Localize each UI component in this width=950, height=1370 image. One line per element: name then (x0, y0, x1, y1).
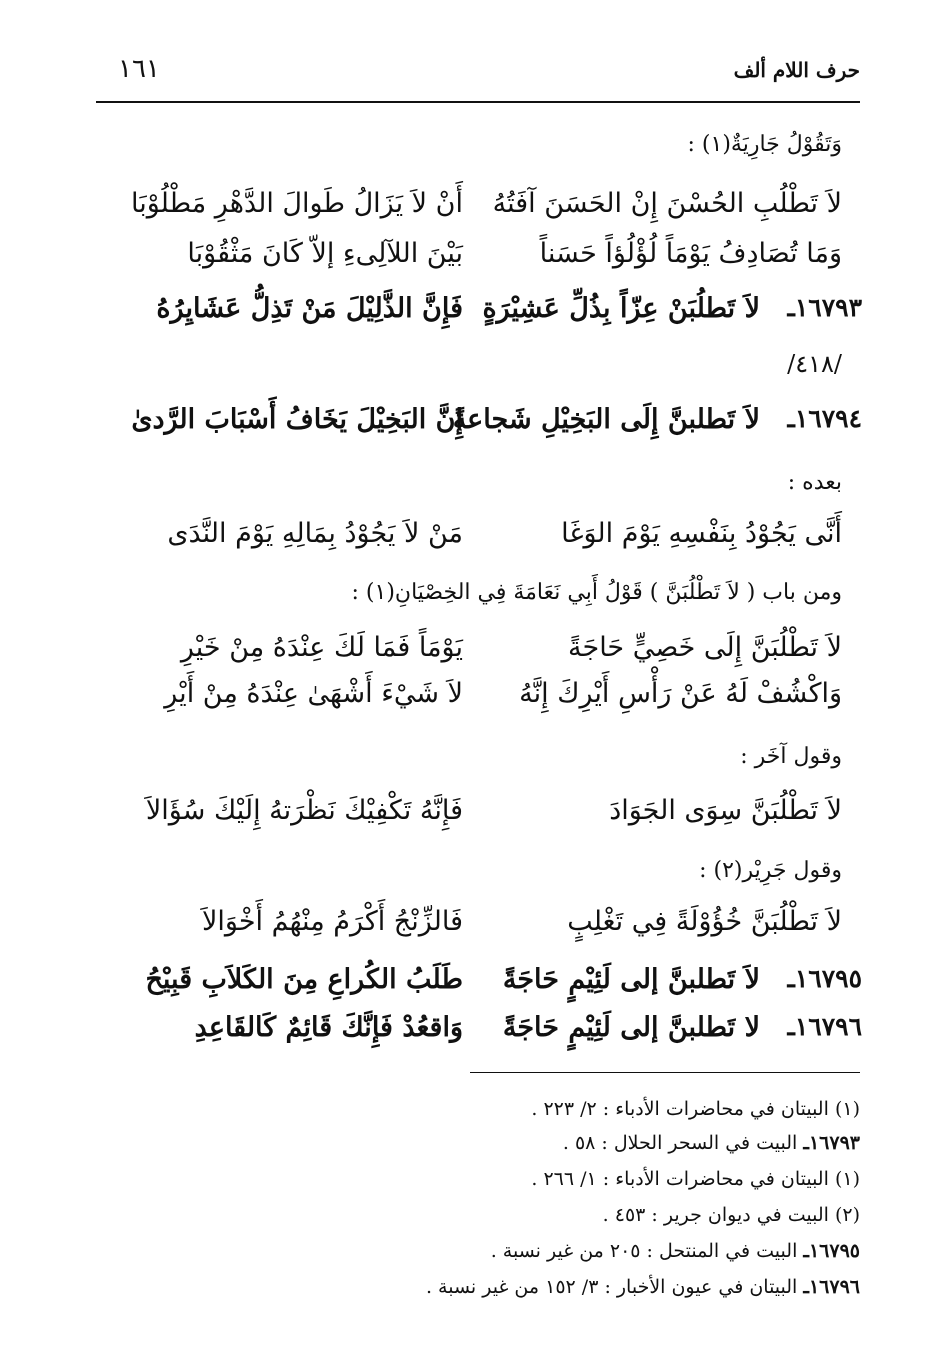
poem-after-left: مَنْ لاَ يَجُوْدُ بِمَالِهِ يَوْمَ النَّدَى (167, 518, 463, 549)
verse-16793-left: فَإِنَّ الذَّلِيْلَ مَنْ تَذِلُّ عَشَايِرُهُ (156, 293, 463, 324)
verse-16794-left: إِنَّ البَخِيْلَ يَخَافُ أَسْبَابَ الرَّدىٰ (131, 404, 463, 435)
intro-line-3: وقول آخَر : (740, 744, 842, 769)
intro-line-2: ومن باب ( لاَ تَطْلُبَنَّ ) قَوْلُ أَبِي نَعَامَةَ فِي الخِصْيَانِ(١) : (351, 580, 842, 605)
footnote-text: البيت في ديوان جرير : ٤٥٣ . (602, 1204, 829, 1226)
poem-3-right: لاَ تَطْلُبَنَّ سِوَى الجَوَادَ (609, 795, 842, 826)
poem-4-right: لاَ تَطْلُبَنَّ خُؤُوْلَةً فِي تَغْلِبٍ (567, 906, 842, 937)
poem-2-line-2-left: لاَ شَيْءَ أَشْهَىٰ عِنْدَهُ مِنْ أَيْرِ (164, 678, 463, 709)
verse-16795-right: لاَ تَطلبنَّ إلى لَئِيْمٍ حَاجَةً (502, 964, 760, 995)
poem-4-left: فَالزِّنْجُ أَكْرَمُ مِنْهُمُ أَخْوَالاَ (202, 906, 463, 937)
footnote-label: ١٦٧٩٦ـ (803, 1276, 860, 1298)
footnote-label: ١٦٧٩٥ـ (803, 1240, 860, 1262)
verse-number-16793: ١٦٧٩٣ـ (787, 293, 862, 322)
footnote-text: البيتان في عيون الأخبار : ٣/ ١٥٢ من غير نسبة . (425, 1276, 798, 1298)
footnote-6 (426, 1276, 860, 1298)
verse-number-16794: ١٦٧٩٤ـ (787, 404, 862, 433)
header-rule (96, 101, 860, 103)
poem-2-line-1-left: يَوْمَاً فَمَا لَكَ عِنْدَهُ مِنْ خَيْرِ (180, 632, 463, 663)
verse-number-16795: ١٦٧٩٥ـ (787, 964, 862, 993)
footnote-label: (٢) (834, 1204, 860, 1226)
footnote-text: البيتان في محاضرات الأدباء : ٢/ ٢٢٣ . (531, 1098, 829, 1120)
footnote-4 (603, 1204, 860, 1226)
poem-1-line-1-right: لاَ تَطْلُبِ الحُسْنَ إِنْ الحَسَنَ آفَتُهُ (492, 188, 842, 219)
footnote-label: ١٦٧٩٣ـ (803, 1132, 860, 1154)
verse-16796-right: لا تَطلبنَّ إلى لَئِيْمٍ حَاجَةً (502, 1012, 760, 1043)
intro-line-4: وقول جَرِيْر(٢) : (699, 858, 842, 883)
footnote-3 (531, 1168, 860, 1190)
verse-16793-reference: /٤١٨/ (787, 350, 842, 378)
poem-2-line-1-right: لاَ تَطْلُبَنَّ إِلَى خَصِيٍّ حَاجَةً (568, 632, 842, 663)
verse-16795-left: طَلَبُ الكُراعِ مِنَ الكَلاَبِ قَبِيْحُ (145, 964, 463, 995)
footnote-label: (١) (834, 1098, 860, 1120)
page-number: ١٦١ (118, 54, 160, 84)
verse-number-16796: ١٦٧٩٦ـ (787, 1012, 862, 1041)
footnote-rule (470, 1072, 860, 1073)
footnote-label: (١) (834, 1168, 860, 1190)
poem-3-left: فَإِنَّهُ تَكْفِيْكَ نَظْرَتهُ إِلَيْكَ سُؤَالاَ (145, 795, 463, 826)
poem-1-line-2-left: بَيْنَ اللآلِىءِ إلاّ كَانَ مَثْقُوْبَا (187, 238, 463, 269)
verse-16793-right: لاَ تَطلُبَنْ عِزّاً بِذُلِّ عَشِيْرَةٍ (482, 293, 760, 324)
poem-1-line-2-right: وَمَا تُصَادِفُ يَوْمَاً لُؤْلُؤاً حَسَناً (539, 238, 842, 269)
poem-after-right: أَنَّى يَجُوْدُ بِنَفْسِهِ يَوْمَ الوَغَا (561, 518, 842, 549)
footnote-text: البيت في المنتحل : ٢٠٥ من غير نسبة . (490, 1240, 798, 1262)
intro-after: بعده : (787, 470, 842, 495)
footnote-1 (531, 1098, 860, 1120)
verse-16794-right: لاَ تَطلبنَّ إِلَى البَخِيْلِ شَجاعةً (452, 404, 760, 435)
footnote-2 (563, 1132, 860, 1154)
footnote-text: البيتان في محاضرات الأدباء : ١/ ٢٦٦ . (531, 1168, 829, 1190)
poem-1-line-1-left: أَنْ لاَ يَزَالُ طَوالَ الدَّهْرِ مَطْلُوْبَا (130, 188, 463, 219)
footnote-text: البيت في السحر الحلال : ٥٨ . (562, 1132, 798, 1154)
verse-16796-left: وَاقعُدْ فَإِنَّكَ قَائِمٌ كَالقَاعِدِ (194, 1012, 463, 1043)
footnote-5 (491, 1240, 860, 1262)
poem-2-line-2-right: وَاكْشُفْ لَهُ عَنْ رَأْسِ أَيْرِكَ إِنَّهُ (519, 678, 842, 709)
intro-line-1: وَتَقُوْلُ جَارِيَةٌ(١) : (687, 132, 842, 157)
running-header-title: حرف اللام ألف (733, 58, 860, 82)
